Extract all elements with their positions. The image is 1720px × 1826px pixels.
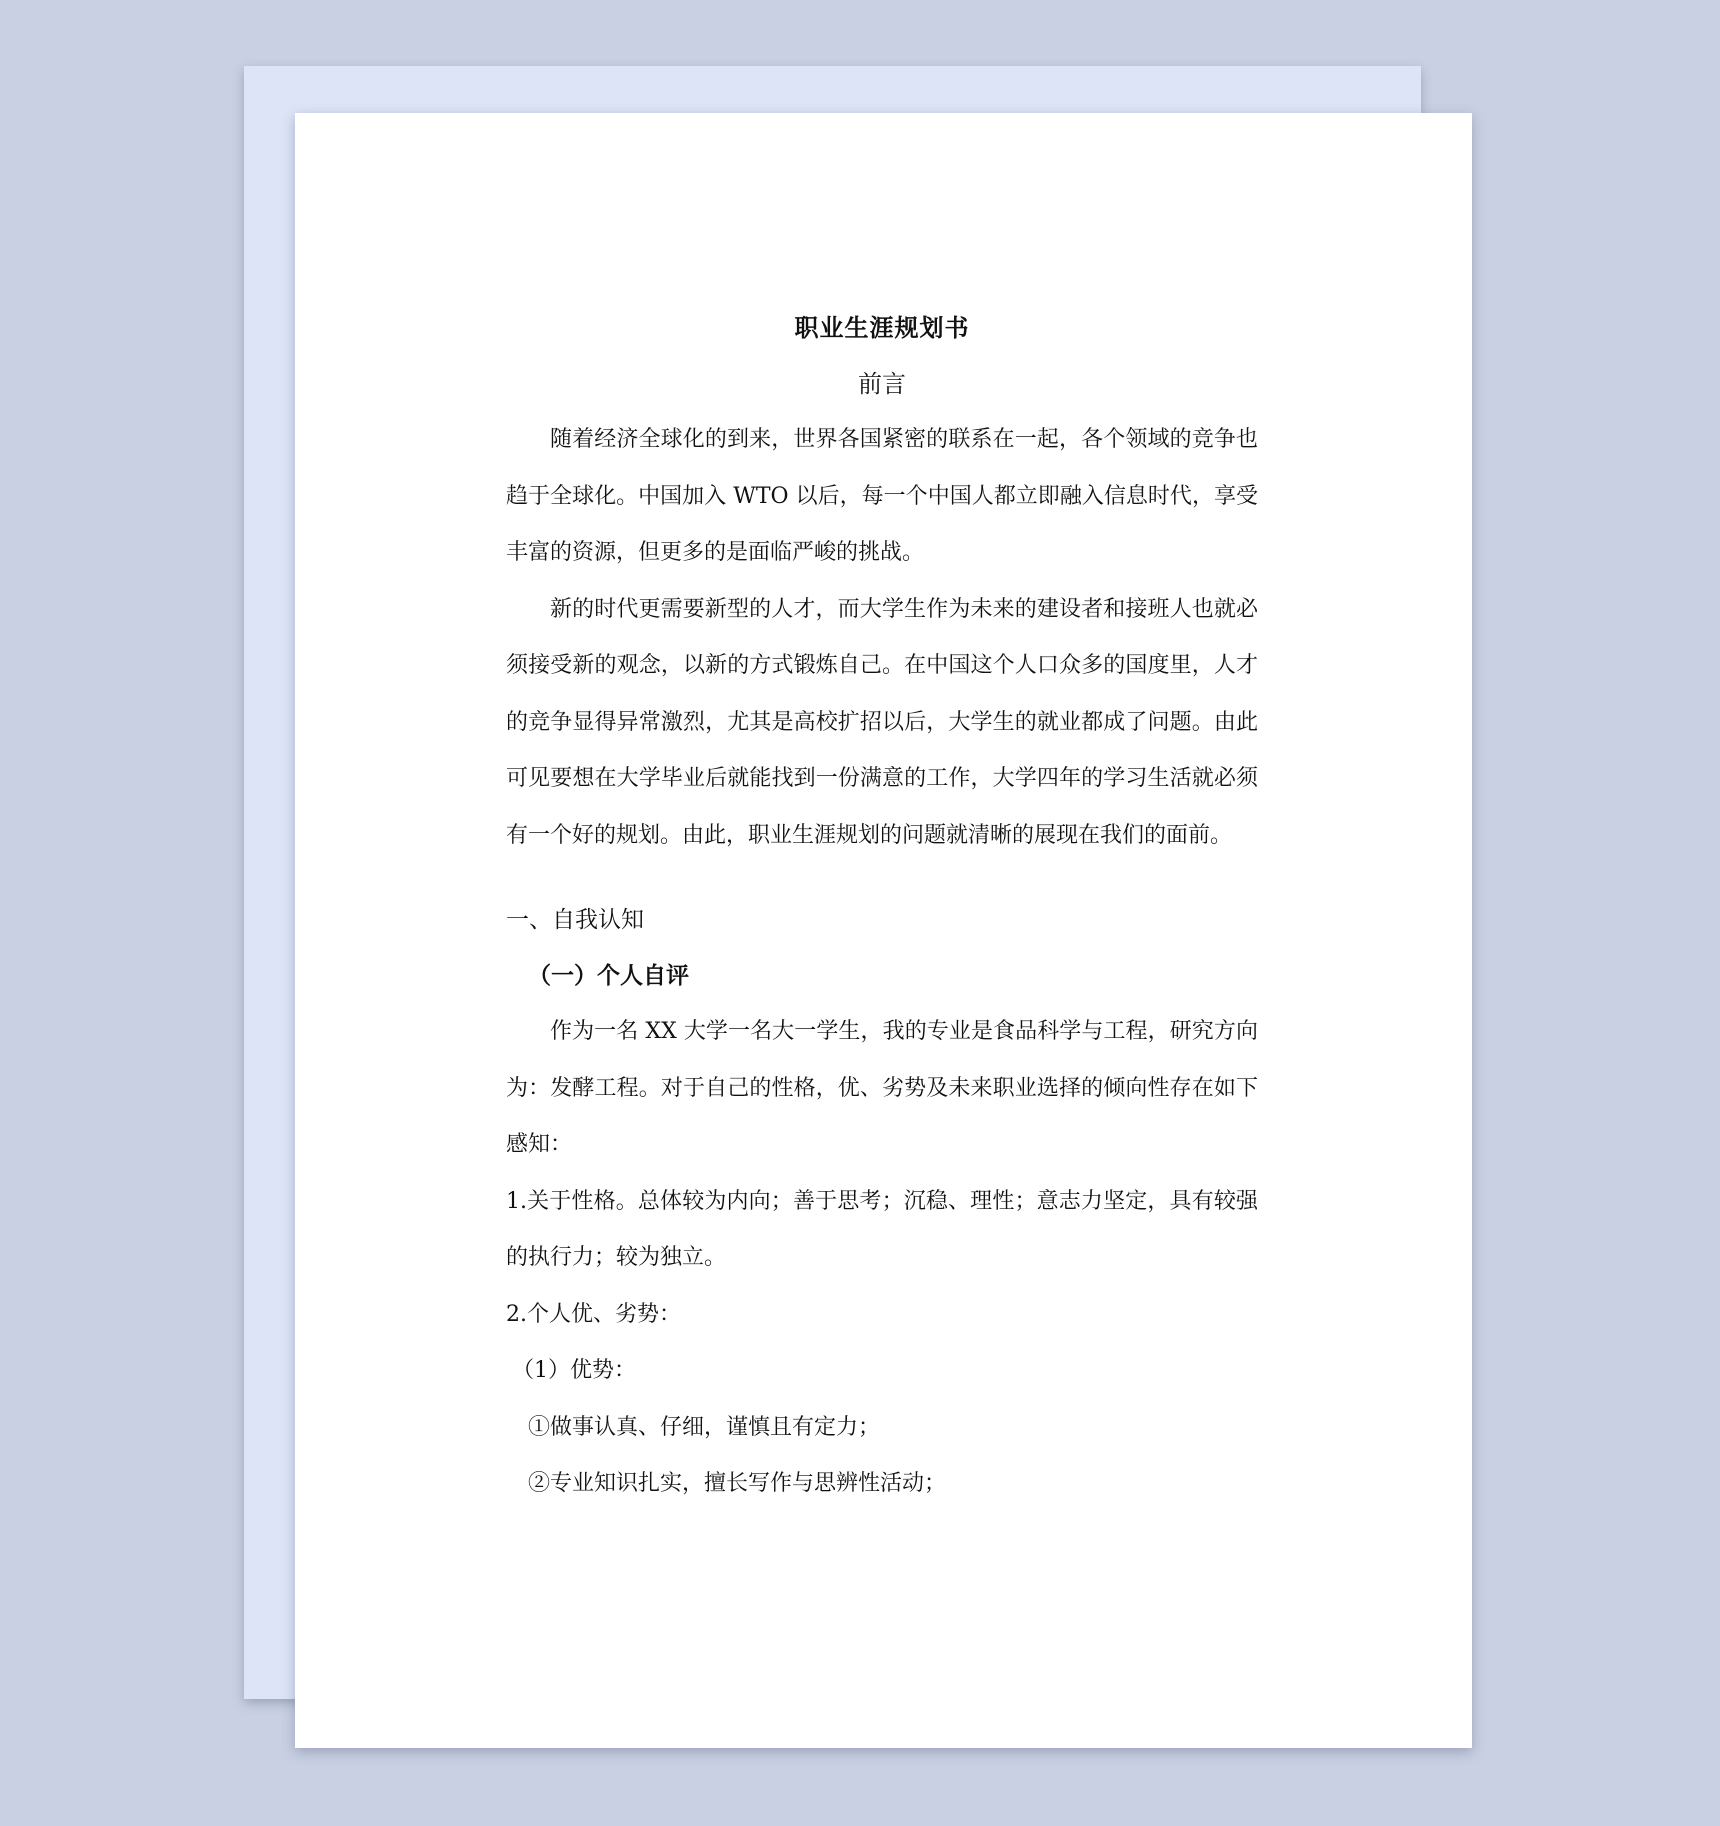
list-item-strengths-weaknesses: 2.个人优、劣势： [506,1301,681,1327]
strength-item-2: ②专业知识扎实，擅长写作与思辨性活动； [528,1471,947,1496]
preface-heading: 前言 [858,370,906,398]
subsection-heading-self-evaluation: （一）个人自评 [528,963,689,989]
preface-paragraph-2: 新的时代更需要新型的人才，而大学生作为未来的建设者和接班人也就必须接受新的观念，以新的方式锻炼自己。在中国这个人口众多的国度里，人才的竞争显得异常激烈，尤其是高校扩招以后，大学生的就业都成了问题。由此可见要想在大学毕业后就能找到一份满意的工作，大学四年的学习生活就必须有一个好的规划。由此，职业生涯规划的问题就清晰的展现在我们的面前。 [506,596,1258,848]
list-item-personality: 1.关于性格。总体较为内向；善于思考；沉稳、理性；意志力坚定，具有较强的执行力；较为独立。 [506,1188,1258,1270]
self-evaluation-intro: 作为一名 XX 大学一名大一学生，我的专业是食品科学与工程，研究方向为：发酵工程。对于自己的性格，优、劣势及未来职业选择的倾向性存在如下感知： [506,1019,1258,1157]
section-heading-self-awareness: 一、自我认知 [506,907,644,933]
document-title: 职业生涯规划书 [794,314,970,342]
preface-paragraph-1: 随着经济全球化的到来，世界各国紧密的联系在一起，各个领域的竞争也趋于全球化。中国加入 WTO 以后，每一个中国人都立即融入信息时代，享受丰富的资源，但更多的是面临严峻的挑战。 [506,427,1258,565]
list-subitem-strengths: （1）优势： [512,1358,636,1383]
strength-item-1: ①做事认真、仔细，谨慎且有定力； [528,1414,881,1440]
document-body [506,300,1258,1513]
section-spacer [506,864,1258,892]
